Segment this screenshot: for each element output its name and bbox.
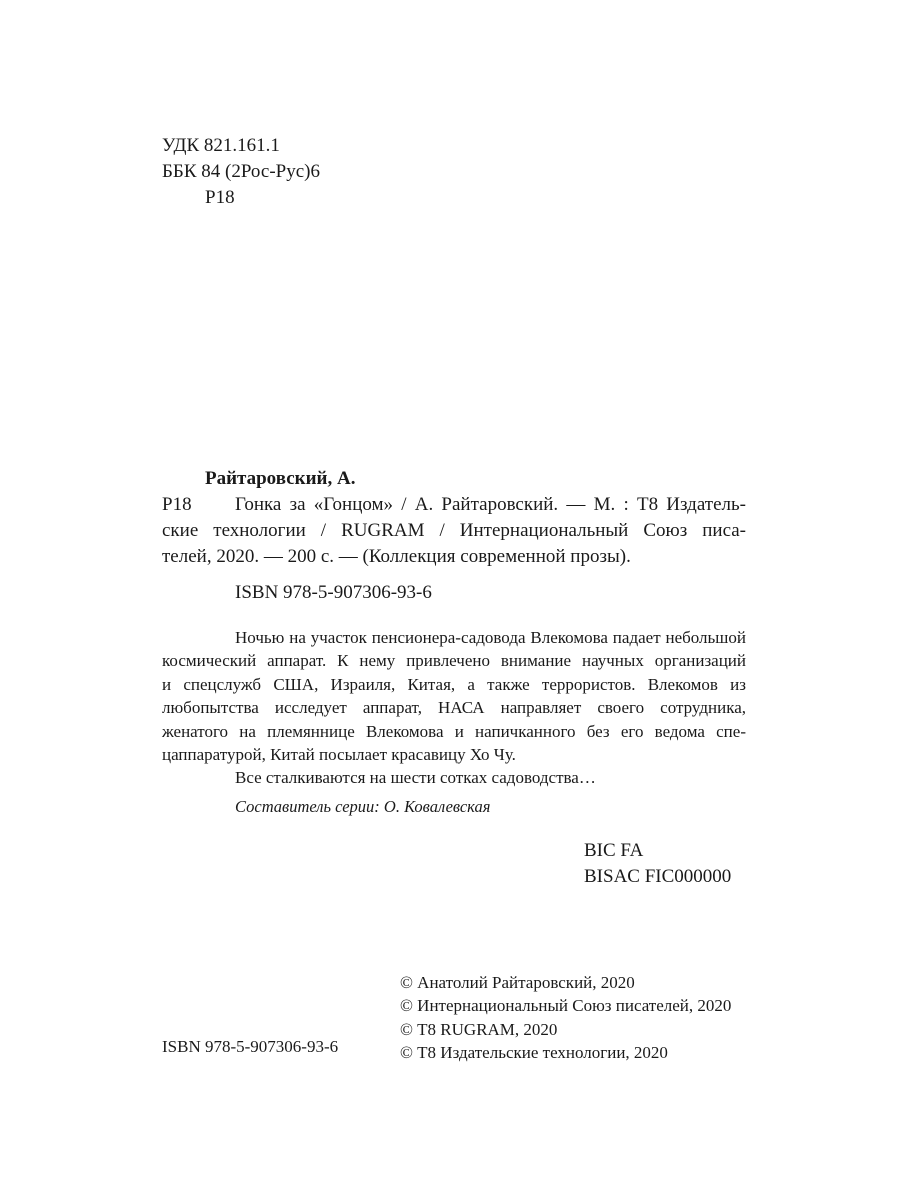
bbk-code: ББК 84 (2Рос-Рус)6 xyxy=(162,161,320,182)
annotation-line: космический аппарат. К нему привлечено внимание научных организаций xyxy=(162,651,746,671)
bibliographic-line: ские технологии / RUGRAM / Интернациональный Союз писа- xyxy=(162,520,746,541)
udk-code: УДК 821.161.1 xyxy=(162,135,280,156)
annotation-line: Ночью на участок пенсионера-садовода Влекомова падает небольшой xyxy=(235,628,746,647)
copyright-line: © Т8 RUGRAM, 2020 xyxy=(400,1019,558,1039)
copyright-line: © Т8 Издательские технологии, 2020 xyxy=(400,1043,668,1063)
annotation-line: цаппаратурой, Китай посылает красавицу Хо Чу. xyxy=(162,744,516,764)
bic-code: BIC FA xyxy=(584,840,644,861)
annotation-line: и спецслужб США, Израиля, Китая, а также террористов. Влекомов из xyxy=(162,674,746,694)
copyright-block xyxy=(400,971,731,1065)
annotation-line: женатого на племяннице Влекомова и напичканного без его ведома спе- xyxy=(162,721,746,741)
bibliographic-line: телей, 2020. — 200 с. — (Коллекция современной прозы). xyxy=(162,546,631,567)
isbn-top: ISBN 978-5-907306-93-6 xyxy=(235,582,432,603)
author-mark: Р18 xyxy=(162,494,192,515)
classification-codes xyxy=(162,133,320,185)
bisac-code: BISAC FIC000000 xyxy=(584,866,732,887)
annotation-line: любопытства исследует аппарат, НАСА направляет своего сотрудника, xyxy=(162,698,746,718)
annotation xyxy=(162,626,746,790)
isbn-bottom: ISBN 978-5-907306-93-6 xyxy=(162,1037,339,1056)
copyright-line: © Анатолий Райтаровский, 2020 xyxy=(400,973,635,992)
bibliographic-line: Гонка за «Гонцом» / А. Райтаровский. — М. : Т8 Издатель- xyxy=(235,494,746,515)
series-compiler: Составитель серии: О. Ковалевская xyxy=(235,797,491,816)
annotation-last-paragraph: Все сталкиваются на шести сотках садоводства… xyxy=(235,768,596,788)
author-mark-top: Р18 xyxy=(205,187,235,208)
author-heading: Райтаровский, А. xyxy=(205,468,356,489)
subject-codes xyxy=(584,838,731,890)
copyright-line: © Интернациональный Союз писателей, 2020 xyxy=(400,996,732,1016)
